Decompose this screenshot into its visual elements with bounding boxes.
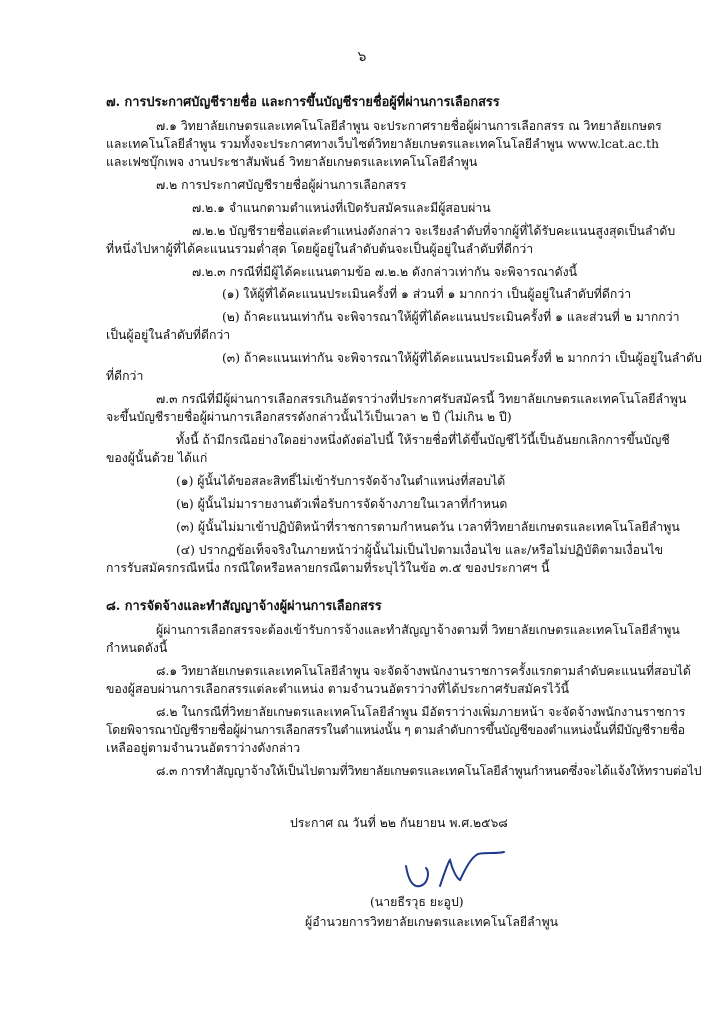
cancel-condition-2: (๒) ผู้นั้นไม่มารายงานตัวเพื่อรับการจัดจ้างภายในเวลาที่กำหนด — [176, 497, 508, 511]
announcement-date: ประกาศ ณ วันที่ ๒๒ กันยายน พ.ศ.๒๕๖๘ — [290, 816, 508, 830]
paragraph-7-3-line-3: ทั้งนี้ ถ้ามีกรณีอย่างใดอย่างหนึ่งดังต่อไปนี้ ให้รายชื่อที่ได้ขึ้นบัญชีไว้นี้เป็นอันยกเลิกการขึ้นบัญชี — [176, 433, 670, 447]
paragraph-7-3-line-1: ๗.๓ กรณีที่มีผู้ผ่านการเลือกสรรเกินอัตราว่างที่ประกาศรับสมัครนี้ วิทยาลัยเกษตรและเทคโนโลยีลำพูน — [156, 392, 687, 406]
paragraph-7-2-2-line-2: ที่หนึ่งไปหาผู้ที่ได้คะแนนรวมต่ำสุด โดยผู้อยู่ในลำดับต้นจะเป็นผู้อยู่ในลำดับที่ดีกว่า — [106, 242, 534, 256]
signature-image — [400, 850, 510, 892]
criterion-2-line-2: เป็นผู้อยู่ในลำดับที่ดีกว่า — [106, 328, 231, 342]
paragraph-8-2-line-2: โดยพิจารณาบัญชีรายชื่อผู้ผ่านการเลือกสรรในตำแหน่งนั้น ๆ ตามลำดับการขึ้นบัญชีของตำแหน่งนั้นที่มีบัญชีรายชื่อ — [106, 723, 685, 737]
paragraph-7-2-3: ๗.๒.๓ กรณีที่มีผู้ได้คะแนนตามข้อ ๗.๒.๒ ดังกล่าวเท่ากัน จะพิจารณาดังนี้ — [192, 265, 578, 279]
paragraph-7-1-line-1: ๗.๑ วิทยาลัยเกษตรและเทคโนโลยีลำพูน จะประกาศรายชื่อผู้ผ่านการเลือกสรร ณ วิทยาลัยเกษตร — [156, 119, 662, 133]
paragraph-7-3-line-4: ของผู้นั้นด้วย ได้แก่ — [106, 451, 208, 465]
paragraph-7-1-line-2: และเทคโนโลยีลำพูน รวมทั้งจะประกาศทางเว็บไซต์วิทยาลัยเกษตรและเทคโนโลยีลำพูน www.lcat.ac.th — [106, 137, 660, 151]
cancel-condition-4-line-1: (๔) ปรากฏข้อเท็จจริงในภายหน้าว่าผู้นั้นไม่เป็นไปตามเงื่อนไข และ/หรือไม่ปฏิบัติตามเงื่อนไข — [176, 543, 664, 557]
paragraph-8-1-line-2: ของผู้สอบผ่านการเลือกสรรแต่ละตำแหน่ง ตามจำนวนอัตราว่างที่ได้ประกาศรับสมัครไว้นี้ — [106, 682, 570, 696]
signer-title: ผู้อำนวยการวิทยาลัยเกษตรและเทคโนโลยีลำพูน — [305, 915, 559, 929]
paragraph-7-3-line-2: จะขึ้นบัญชีรายชื่อผู้ผ่านการเลือกสรรดังกล่าวนั้นไว้เป็นเวลา ๒ ปี (ไม่เกิน ๒ ปี) — [106, 410, 512, 424]
criterion-3-line-2: ที่ดีกว่า — [106, 369, 144, 383]
paragraph-8-3: ๘.๓ การทำสัญญาจ้างให้เป็นไปตามที่วิทยาลัยเกษตรและเทคโนโลยีลำพูนกำหนดซึ่งจะได้แจ้งให้ทราบต่อไป — [156, 764, 702, 778]
cancel-condition-1: (๑) ผู้นั้นได้ขอสละสิทธิ์ไม่เข้ารับการจัดจ้างในตำแหน่งที่สอบได้ — [176, 474, 506, 488]
section-8-intro-line-1: ผู้ผ่านการเลือกสรรจะต้องเข้ารับการจ้างและทำสัญญาจ้างตามที่ วิทยาลัยเกษตรและเทคโนโลยีลำพูน — [156, 623, 680, 637]
paragraph-7-2-2-line-1: ๗.๒.๒ บัญชีรายชื่อแต่ละตำแหน่งดังกล่าว จะเรียงลำดับที่จากผู้ที่ได้รับคะแนนสูงสุดเป็นลำดับ — [192, 224, 676, 238]
criterion-1: (๑) ให้ผู้ที่ได้คะแนนประเมินครั้งที่ ๑ ส่วนที่ ๑ มากกว่า เป็นผู้อยู่ในลำดับที่ดีกว่า — [222, 287, 632, 301]
paragraph-8-2-line-1: ๘.๒ ในกรณีที่วิทยาลัยเกษตรและเทคโนโลยีลำพูน มีอัตราว่างเพิ่มภายหน้า จะจัดจ้างพนักงานราชการ — [156, 705, 686, 719]
paragraph-7-2: ๗.๒ การประกาศบัญชีรายชื่อผู้ผ่านการเลือกสรร — [156, 178, 407, 192]
page-number: ๖ — [357, 49, 367, 65]
cancel-condition-3: (๓) ผู้นั้นไม่มาเข้าปฏิบัติหน้าที่ราชการตามกำหนดวัน เวลาที่วิทยาลัยเกษตรและเทคโนโลยีลำพูน — [176, 520, 680, 534]
cancel-condition-4-line-2: การรับสมัครกรณีหนึ่ง กรณีใดหรือหลายกรณีตามที่ระบุไว้ในข้อ ๓.๕ ของประกาศฯ นี้ — [106, 561, 550, 575]
paragraph-8-2-line-3: เหลืออยู่ตามจำนวนอัตราว่างดังกล่าว — [106, 741, 301, 755]
section-7-heading: ๗. การประกาศบัญชีรายชื่อ และการขึ้นบัญชีรายชื่อผู้ที่ผ่านการเลือกสรร — [106, 95, 500, 110]
section-8-heading: ๘. การจัดจ้างและทำสัญญาจ้างผู้ผ่านการเลือกสรร — [106, 599, 382, 614]
section-8-intro-line-2: กำหนดดังนี้ — [106, 641, 168, 655]
paragraph-7-1-line-3: และเฟซบุ๊กเพจ งานประชาสัมพันธ์ วิทยาลัยเกษตรและเทคโนโลยีลำพูน — [106, 155, 478, 169]
criterion-2-line-1: (๒) ถ้าคะแนนเท่ากัน จะพิจารณาให้ผู้ที่ได้คะแนนประเมินครั้งที่ ๑ และส่วนที่ ๒ มากกว่า — [222, 310, 680, 324]
paragraph-7-2-1: ๗.๒.๑ จำแนกตามตำแหน่งที่เปิดรับสมัครและมีผู้สอบผ่าน — [192, 201, 491, 215]
signer-name: (นายธีรวุธ ยะอูป) — [370, 895, 464, 909]
criterion-3-line-1: (๓) ถ้าคะแนนเท่ากัน จะพิจารณาให้ผู้ที่ได้คะแนนประเมินครั้งที่ ๒ มากกว่า เป็นผู้อยู่ในลำดับ — [222, 351, 702, 365]
paragraph-8-1-line-1: ๘.๑ วิทยาลัยเกษตรและเทคโนโลยีลำพูน จะจัดจ้างพนักงานราชการครั้งแรกตามลำดับคะแนนที่สอบได้ — [156, 664, 691, 678]
